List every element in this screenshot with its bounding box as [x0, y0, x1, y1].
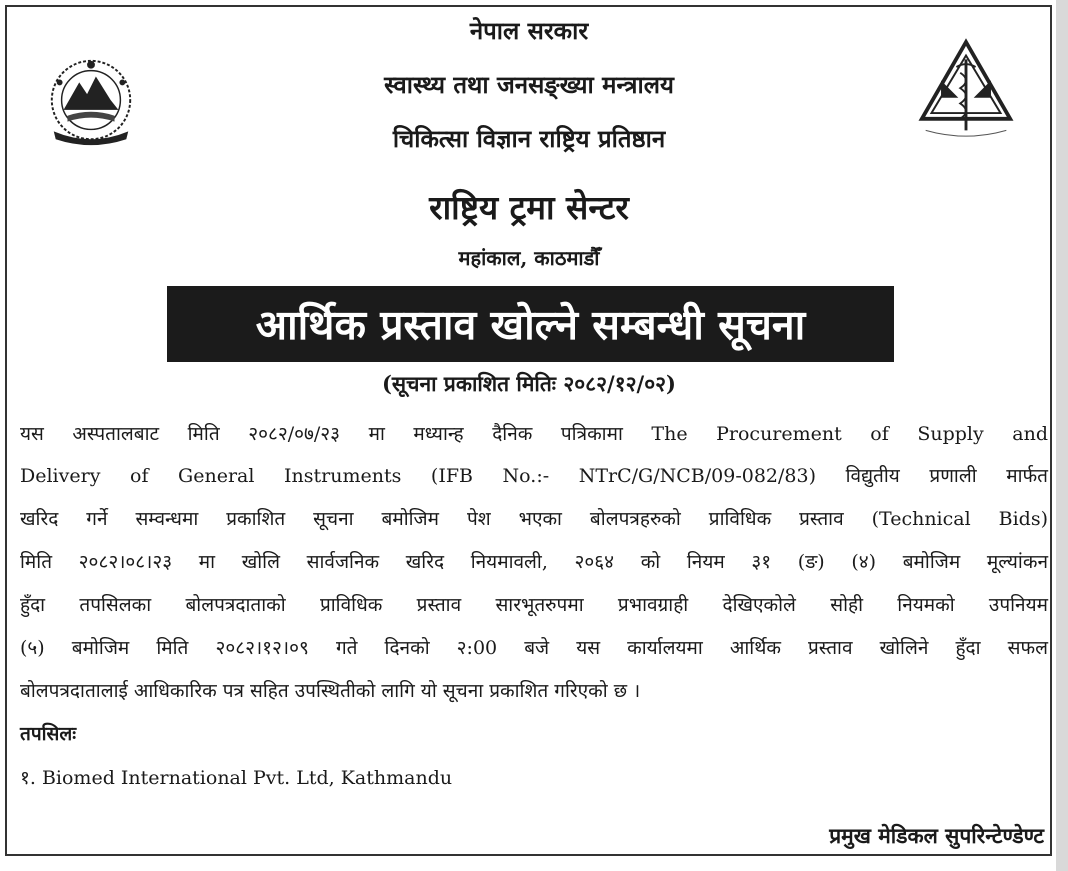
body-line: (५) बमोजिम मिति २०८२।१२।०९ गते दिनको २:00 बजे यस कार्यालयमा आर्थिक प्रस्ताव खोलिने हुँदा सफल [20, 637, 1048, 659]
details-item: १. Biomed International Pvt. Ltd, Kathmandu [20, 767, 453, 789]
center-location: महांकाल, काठमाडौँ [458, 246, 600, 270]
body-line: यस अस्पतालबाट मिति २०८२/०७/२३ मा मध्यान्ह दैनिक पत्रिकामा The Procurement of Supply and [20, 423, 1048, 445]
institute-name: चिकित्सा विज्ञान राष्ट्रिय प्रतिष्ठान [392, 124, 666, 153]
details-label: तपसिलः [20, 723, 77, 745]
body-line: Delivery of General Instruments (IFB No.:- NTrC/G/NCB/09-082/83) विद्युतीय प्रणाली मार्फत [20, 465, 1048, 487]
body-line: खरिद गर्ने सम्वन्धमा प्रकाशित सूचना बमोजिम पेश भएका बोलपत्रहरुको प्राविधिक प्रस्ताव (Technical Bids) [20, 508, 1048, 530]
government-name: नेपाल सरकार [469, 16, 589, 45]
body-line: बोलपत्रदातालाई आधिकारिक पत्र सहित उपस्थितीको लागि यो सूचना प्रकाशित गरिएको छ । [20, 680, 641, 702]
ministry-name: स्वास्थ्य तथा जनसङ्ख्या मन्त्रालय [384, 70, 674, 99]
notice-title-banner: आर्थिक प्रस्ताव खोल्ने सम्बन्धी सूचना [167, 286, 894, 362]
body-line: मिति २०८२।०८।२३ मा खोलि सार्वजनिक खरिद नियमावली, २०६४ को नियम ३१ (ङ) (४) बमोजिम मूल्यांकन [20, 551, 1048, 573]
publication-date: (सूचना प्रकाशित मितिः २०८२/१२/०२) [382, 371, 676, 396]
center-name: राष्ट्रिय ट्रमा सेन्टर [429, 188, 629, 227]
signatory-title: प्रमुख मेडिकल सुपरिन्टेण्डेण्ट [829, 823, 1044, 848]
body-line: हुँदा तपसिलका बोलपत्रदाताको प्राविधिक प्रस्ताव सारभूतरुपमा प्रभावग्राही देखिएकोले सोही नियमको उपनियम [20, 594, 1048, 616]
